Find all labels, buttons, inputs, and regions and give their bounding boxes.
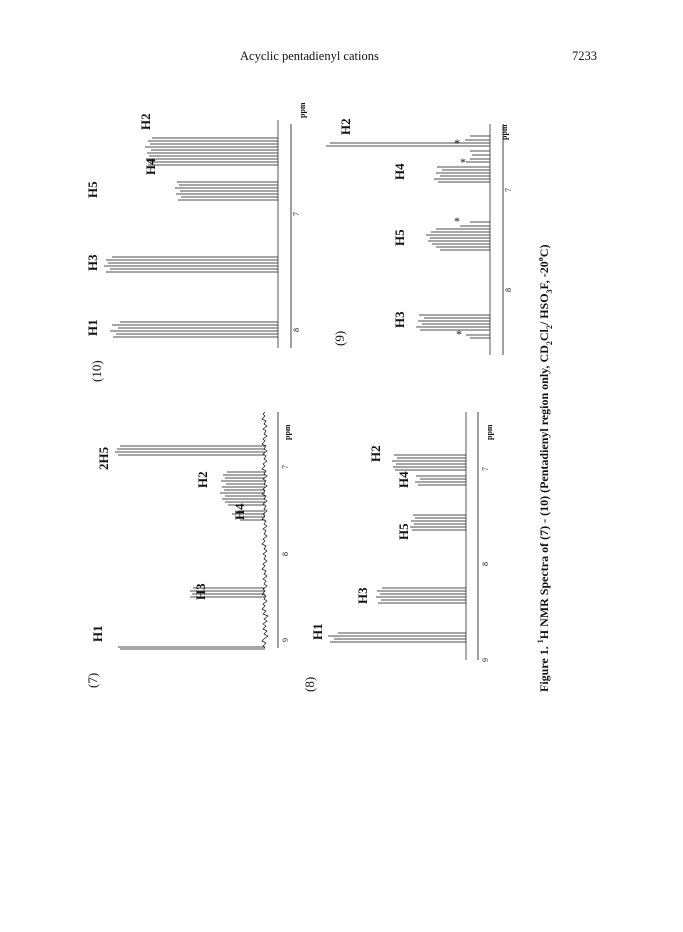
panel-9-unit: ppm xyxy=(500,124,509,140)
panel-8-peak-label-h3: H3 xyxy=(355,587,370,604)
panel-9-impurity-asterisk: * xyxy=(456,327,462,341)
panel-9-id: (9) xyxy=(332,330,347,346)
panel-10-peak-label-h4: H4 xyxy=(143,158,158,175)
panel-10-tick-8: 8 xyxy=(292,328,301,332)
panel-9 xyxy=(326,118,513,355)
panel-7-tick-9: 9 xyxy=(281,638,290,642)
panel-9-tick-7: 7 xyxy=(504,188,513,192)
panel-10-peak-label-h3: H3 xyxy=(85,254,100,271)
panel-10-id: (10) xyxy=(89,360,104,382)
panel-7-peak-label-h2: H2 xyxy=(195,471,210,488)
panel-9-peak-label-h4: H4 xyxy=(392,163,407,180)
panel-9-tick-8: 8 xyxy=(504,288,513,292)
panel-10-peak-label-h2: H2 xyxy=(138,113,153,130)
panel-10-tick-7: 7 xyxy=(292,212,301,216)
panel-7-peaks xyxy=(115,446,265,649)
panel-8-tick-8: 8 xyxy=(481,562,490,566)
panel-9-impurity-asterisk: * xyxy=(460,155,466,169)
panel-7-id: (7) xyxy=(85,672,100,688)
running-header-title: Acyclic pentadienyl cations xyxy=(240,49,379,63)
panel-7-tick-7: 7 xyxy=(281,465,290,469)
figure-caption: Figure 1. $^1$H NMR Spectra of (7) - (10) (Pentadienyl region only, $CD_2Cl_2/$ $HSO_3F$, -20$^o$C) xyxy=(536,244,554,692)
panel-10-peak-label-h5: H5 xyxy=(85,181,100,198)
panel-7-peak-label-h3: H3 xyxy=(193,583,208,600)
panel-9-peak-label-h5: H5 xyxy=(392,229,407,246)
panel-8-peak-label-h1: H1 xyxy=(310,623,325,640)
panel-8-peak-label-h2: H2 xyxy=(368,445,383,462)
panel-10 xyxy=(85,102,307,382)
panel-9-peak-label-h3: H3 xyxy=(392,311,407,328)
panel-8-peak-label-h4: H4 xyxy=(396,471,411,488)
panel-7-tick-8: 8 xyxy=(281,552,290,556)
panel-8-id: (8) xyxy=(302,676,317,692)
panel-7-peak-label-2h5: 2H5 xyxy=(96,446,111,470)
panel-8-peak-label-h5: H5 xyxy=(396,523,411,540)
panel-7-peak-label-h4: H4 xyxy=(232,503,247,520)
panel-7-unit: ppm xyxy=(283,424,292,440)
panel-10-unit: ppm xyxy=(298,102,307,118)
panel-7-baseline-noise xyxy=(262,412,268,648)
panel-9-impurity-asterisk: * xyxy=(454,214,460,228)
panel-8-tick-7: 7 xyxy=(481,467,490,471)
panel-7 xyxy=(85,412,292,688)
panel-7-peak-label-h1: H1 xyxy=(90,625,105,642)
panel-8-unit: ppm xyxy=(485,424,494,440)
panel-9-impurity-asterisk: * xyxy=(454,136,460,150)
panel-9-peak-label-h2: H2 xyxy=(338,118,353,135)
panel-10-peak-label-h1: H1 xyxy=(85,319,100,336)
panel-8 xyxy=(302,412,494,692)
page-number: 7233 xyxy=(572,49,597,63)
panel-10-peaks xyxy=(104,138,278,337)
panel-8-tick-9: 9 xyxy=(481,658,490,662)
